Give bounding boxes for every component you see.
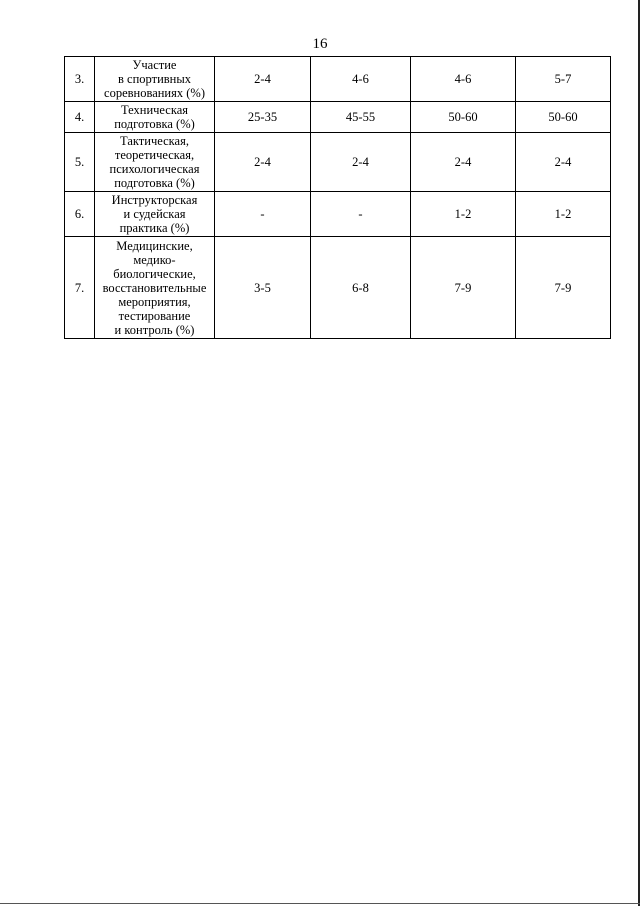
training-plan-table <box>64 56 611 339</box>
row-number: 5. <box>65 133 95 192</box>
table-cell: 2-4 <box>516 133 611 192</box>
table-row <box>65 57 611 102</box>
row-label: Техническая подготовка (%) <box>95 102 215 133</box>
row-label: Участие в спортивных соревнованиях (%) <box>95 57 215 102</box>
table-cell: 50-60 <box>516 102 611 133</box>
row-number: 4. <box>65 102 95 133</box>
table-cell: 2-4 <box>411 133 516 192</box>
table-cell: 2-4 <box>215 57 311 102</box>
table-cell: - <box>215 192 311 237</box>
row-label: Инструкторская и судейская практика (%) <box>95 192 215 237</box>
table-row <box>65 192 611 237</box>
table-cell: 3-5 <box>215 237 311 339</box>
table-cell: 25-35 <box>215 102 311 133</box>
row-label: Медицинские, медико- биологические, восстановительные мероприятия, тестирование и контроль (%) <box>95 237 215 339</box>
table-cell: 1-2 <box>516 192 611 237</box>
table-row <box>65 237 611 339</box>
row-number: 7. <box>65 237 95 339</box>
table-cell: 50-60 <box>411 102 516 133</box>
page-number: 16 <box>312 36 328 52</box>
table-cell: 5-7 <box>516 57 611 102</box>
table-row <box>65 102 611 133</box>
table-cell: 7-9 <box>516 237 611 339</box>
table-cell: 4-6 <box>311 57 411 102</box>
table-row <box>65 133 611 192</box>
table-cell: 4-6 <box>411 57 516 102</box>
row-number: 6. <box>65 192 95 237</box>
row-label: Тактическая, теоретическая, психологическая подготовка (%) <box>95 133 215 192</box>
table-cell: 45-55 <box>311 102 411 133</box>
table-cell: 1-2 <box>411 192 516 237</box>
table-cell: 6-8 <box>311 237 411 339</box>
scan-edge-bottom <box>0 903 640 904</box>
row-number: 3. <box>65 57 95 102</box>
table-cell: 7-9 <box>411 237 516 339</box>
table-cell: - <box>311 192 411 237</box>
table-cell: 2-4 <box>215 133 311 192</box>
table-cell: 2-4 <box>311 133 411 192</box>
